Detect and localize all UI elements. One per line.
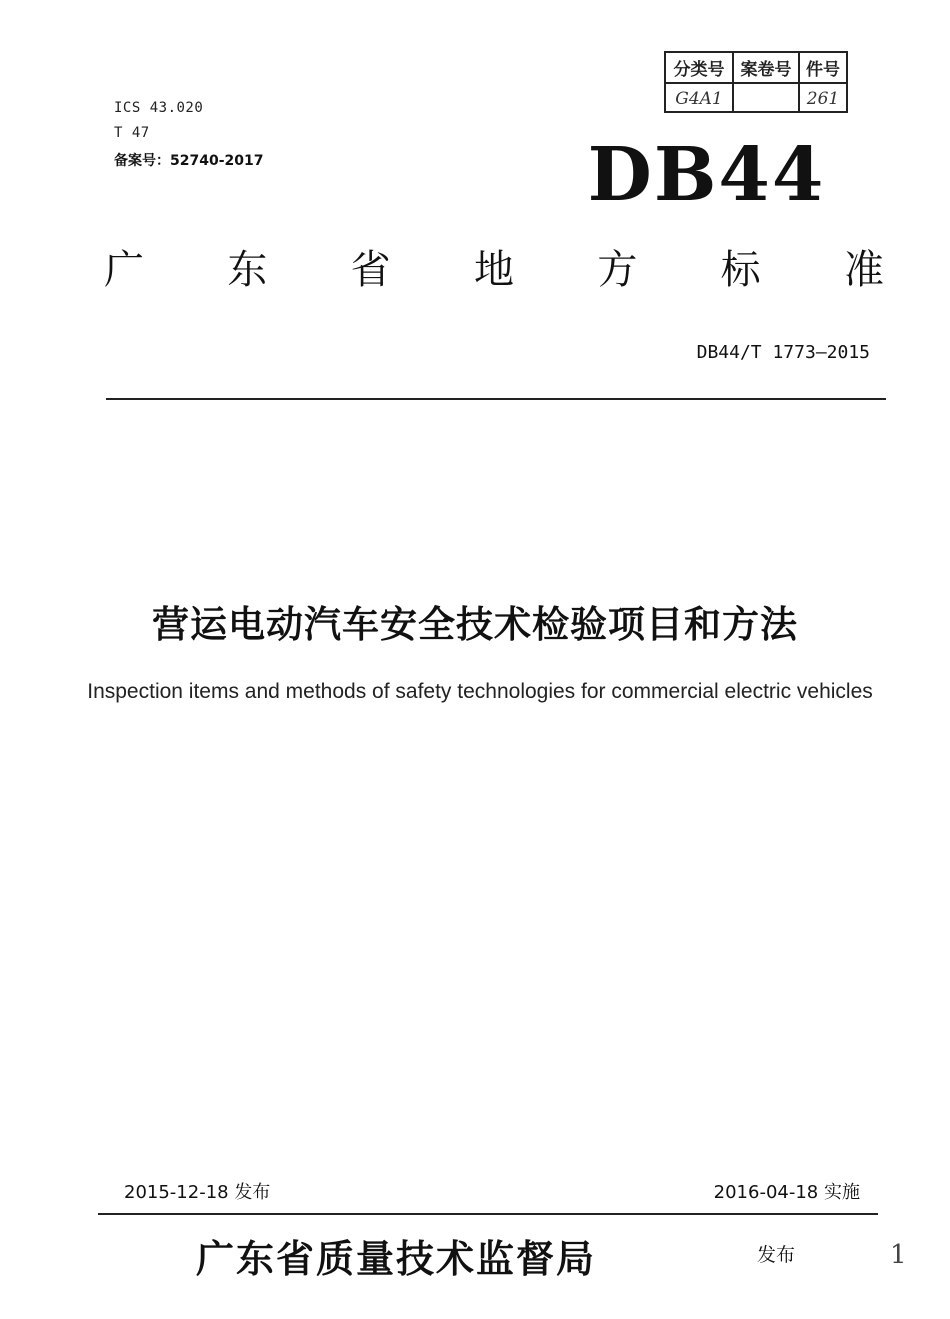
stamp-header-volume: 案卷号 (734, 53, 800, 82)
standard-type-char: 标 (720, 247, 761, 293)
stamp-header-category: 分类号 (666, 53, 734, 82)
header-divider (106, 398, 886, 400)
ics-code: ICS 43.020 (114, 100, 204, 116)
stamp-value-category: G4A1 (666, 84, 734, 113)
record-number: 备案号：52740-2017 (114, 153, 264, 169)
stamp-header-item: 件号 (806, 60, 840, 80)
ccs-code: T 47 (114, 125, 150, 141)
standard-type-char: 广 (104, 247, 144, 293)
standard-type-char: 方 (597, 247, 638, 293)
document-title-en: Inspection items and methods of safety technologies for commercial electric vehicles (87, 680, 873, 703)
stamp-value-row (666, 82, 846, 113)
stamp-value-item: 261 (806, 88, 840, 109)
stamp-header-row (666, 53, 846, 82)
db44-logo: DB44 (587, 132, 826, 218)
issue-label: 发布 (757, 1244, 796, 1266)
issuing-authority: 广东省质量技术监督局 (196, 1236, 597, 1281)
document-title-cn: 营运电动汽车安全技术检验项目和方法 (152, 603, 798, 646)
standard-type-char: 准 (843, 247, 884, 293)
footer-divider (98, 1213, 878, 1215)
standard-type-heading (104, 247, 884, 293)
implementation-date: 2016-04-18 实施 (713, 1182, 860, 1203)
page-number: 1 (890, 1240, 907, 1270)
standard-type-char: 地 (473, 247, 514, 293)
archive-stamp-table (664, 51, 848, 113)
standard-type-char: 省 (350, 247, 391, 293)
standard-type-char: 东 (227, 247, 268, 293)
standard-number: DB44/T 1773—2015 (696, 342, 870, 363)
issue-date: 2015-12-18 发布 (124, 1182, 271, 1203)
stamp-value-volume (734, 84, 800, 113)
